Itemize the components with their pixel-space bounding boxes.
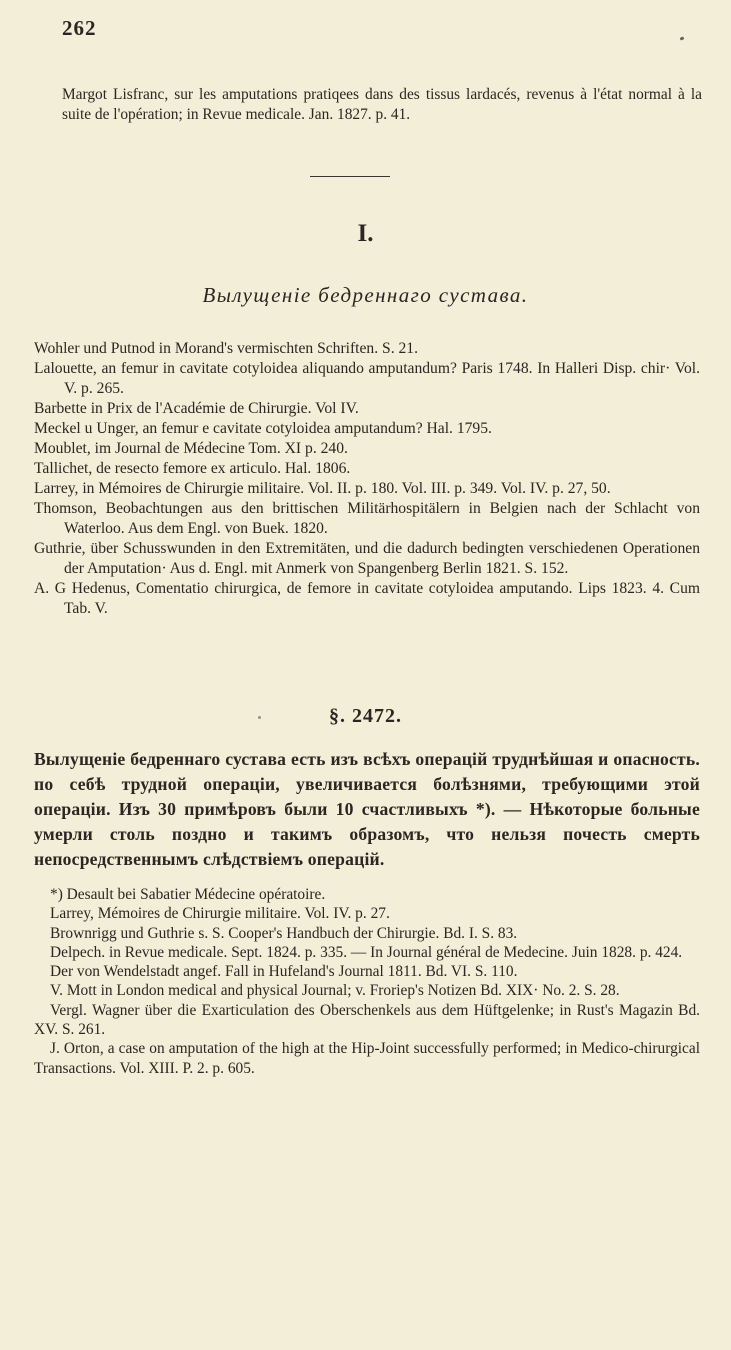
reference-list [34,339,700,619]
reference-item: Barbette in Prix de l'Académie de Chirurgie. Vol IV. [34,400,359,417]
page-number: 262 [62,16,97,40]
reference-item: Thomson, Beobachtungen aus den brittischen Militärhospitälern in Belgien nach der Schlacht von Waterloo. Aus dem Engl. von Buek. 1820. [34,500,700,537]
footnote-item: Brownrigg und Guthrie s. S. Cooper's Handbuch der Chirurgie. Bd. I. S. 83. [50,924,518,942]
reference-item: Larrey, in Mémoires de Chirurgie militaire. Vol. II. p. 180. Vol. III. p. 349. Vol. IV. p. 27, 50. [34,480,611,497]
reference-item: Guthrie, über Schusswunden in den Extremitäten, und die dadurch bedingten verschiedenen Operationen der Amputation· Aus d. Engl. mit Anmerk von Spangenberg Berlin 1821. S. 152. [34,540,700,577]
footnote-item: Der von Wendelstadt angef. Fall in Hufeland's Journal 1811. Bd. VI. S. 110. [50,963,518,981]
reference-item: Moublet, im Journal de Médecine Tom. XI p. 240. [34,440,348,457]
intro-reference: Margot Lisfranc, sur les amputations pratiqees dans des tissus lardacés, revenus à l'état normal à la suite de l'opération; in Revue medicale. Jan. 1827. p. 41. [62,86,702,124]
section-divider [310,176,390,177]
footnote-item: V. Mott in London medical and physical Journal; v. Froriep's Notizen Bd. XIX· No. 2. S. 28. [50,982,620,1000]
reference-item: Wohler und Putnod in Morand's vermischten Schriften. S. 21. [34,340,418,357]
footnote-item: Delpech. in Revue medicale. Sept. 1824. p. 335. — In Journal général de Medecine. Juin 1828. p. 424. [50,943,683,961]
footnote-item: *) Desault bei Sabatier Médecine opératoire. [50,886,326,903]
footnotes [34,885,700,1078]
reference-item: Meckel u Unger, an femur e cavitate cotyloidea amputandum? Hal. 1795. [34,420,492,437]
reference-item: Tallichet, de resecto femore ex articulo. Hal. 1806. [34,460,351,477]
section-numeral: I. [357,220,374,247]
reference-item: A. G Hedenus, Comentatio chirurgica, de femore in cavitate cotyloidea amputando. Lips 1823. 4. Cum Tab. V. [34,580,700,617]
paragraph-number: §. 2472. [329,705,402,727]
reference-item: Lalouette, an femur in cavitate cotyloidea aliquando amputandum? Paris 1748. In Halleri Disp. chir· Vol. V. p. 265. [34,360,700,397]
ink-mark [680,36,685,40]
section-title: Вылущеніе бедреннаго сустава. [202,283,529,307]
footnote-item: J. Orton, a case on amputation of the high at the Hip-Joint successfully performed; in Medico-chirurgical Transactions. Vol. XIII. P. 2. p. 605. [34,1040,700,1077]
footnote-item: Larrey, Mémoires de Chirurgie militaire. Vol. IV. p. 27. [50,905,390,923]
footnote-item: Vergl. Wagner über die Exarticulation des Oberschenkels aus dem Hüftgelenke; in Rust's Magazin Bd. XV. S. 261. [34,1001,700,1039]
body-paragraph: Вылущеніе бедреннаго сустава есть изъ всѣхъ операцій труднѣйшая и опасность. по себѣ трудной операціи, увеличивается болѣзнями, требующими этой операціи. Изъ 30 примѣровъ были 10 счастливыхъ *). — Нѣкоторые больные умерли столь поздно и такимъ образомъ, что нельзя почесть смерть непосредственнымъ слѣдствіемъ операцій. [34,748,700,869]
